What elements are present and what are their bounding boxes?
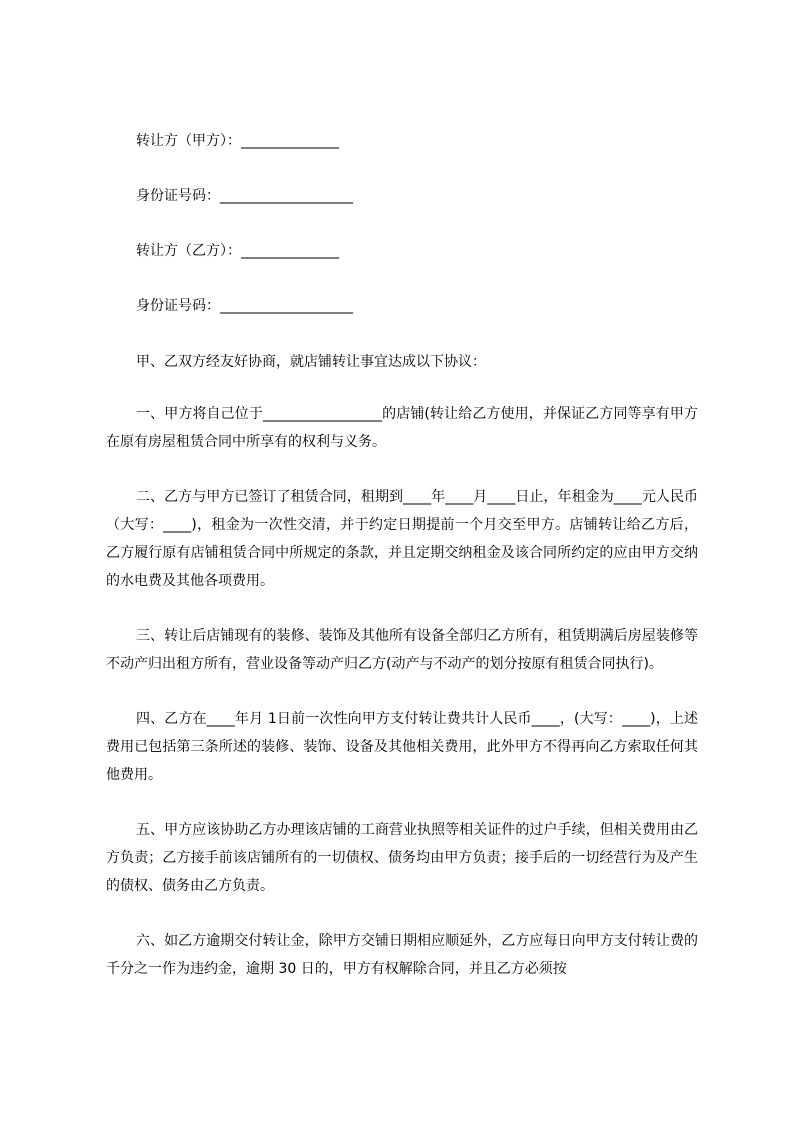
clause-1: 一、甲方将自己位于_________________的店铺(转让给乙方使用，并保证乙方同等享有甲方在原有房屋租赁合同中所享有的权利与义务。 [106,406,698,450]
clause-2: 二、乙方与甲方已签订了租赁合同，租期到____年____月____日止，年租金为____元人民币（大写：____)，租金为一次性交清，并于约定日期提前一个月交至甲方。店铺转让给乙方后，乙方履行原有店铺租赁合同中所规定的条款，并且定期交纳租金及该合同所约定的应由甲方交纳的水电费及其他各项费用。 [106,489,698,589]
agreement-intro: 甲、乙双方经友好协商，就店铺转让事宜达成以下协议： [136,354,486,370]
clause-6: 六、如乙方逾期交付转让金，除甲方交铺日期相应顺延外，乙方应每日向甲方支付转让费的千分之一作为违约金，逾期 30 日的，甲方有权解除合同，并且乙方必须按 [106,933,698,977]
transferee-party-b-field: 转让方（乙方）：______________ [136,243,339,259]
party-a-id-number-field: 身份证号码：___________________ [136,188,353,204]
party-b-id-number-field: 身份证号码：___________________ [136,298,353,314]
agreement-body [106,128,698,1010]
clause-3: 三、转让后店铺现有的装修、装饰及其他所有设备全部归乙方所有，租赁期满后房屋装修等不动产归出租方所有，营业设备等动产归乙方(动产与不动产的划分按原有租赁合同执行)。 [106,628,698,672]
clause-5: 五、甲方应该协助乙方办理该店铺的工商营业执照等相关证件的过户手续，但相关费用由乙方负责；乙方接手前该店铺所有的一切债权、债务均由甲方负责；接手后的一切经营行为及产生的债权、债务由乙方负责。 [106,822,698,894]
transferor-party-a-field: 转让方（甲方）：______________ [136,133,339,149]
clause-4: 四、乙方在____年月 1日前一次性向甲方支付转让费共计人民币____，(大写：____)，上述费用已包括第三条所述的装修、装饰、设备及其他相关费用，此外甲方不得再向乙方索取任何其他费用。 [106,711,698,783]
